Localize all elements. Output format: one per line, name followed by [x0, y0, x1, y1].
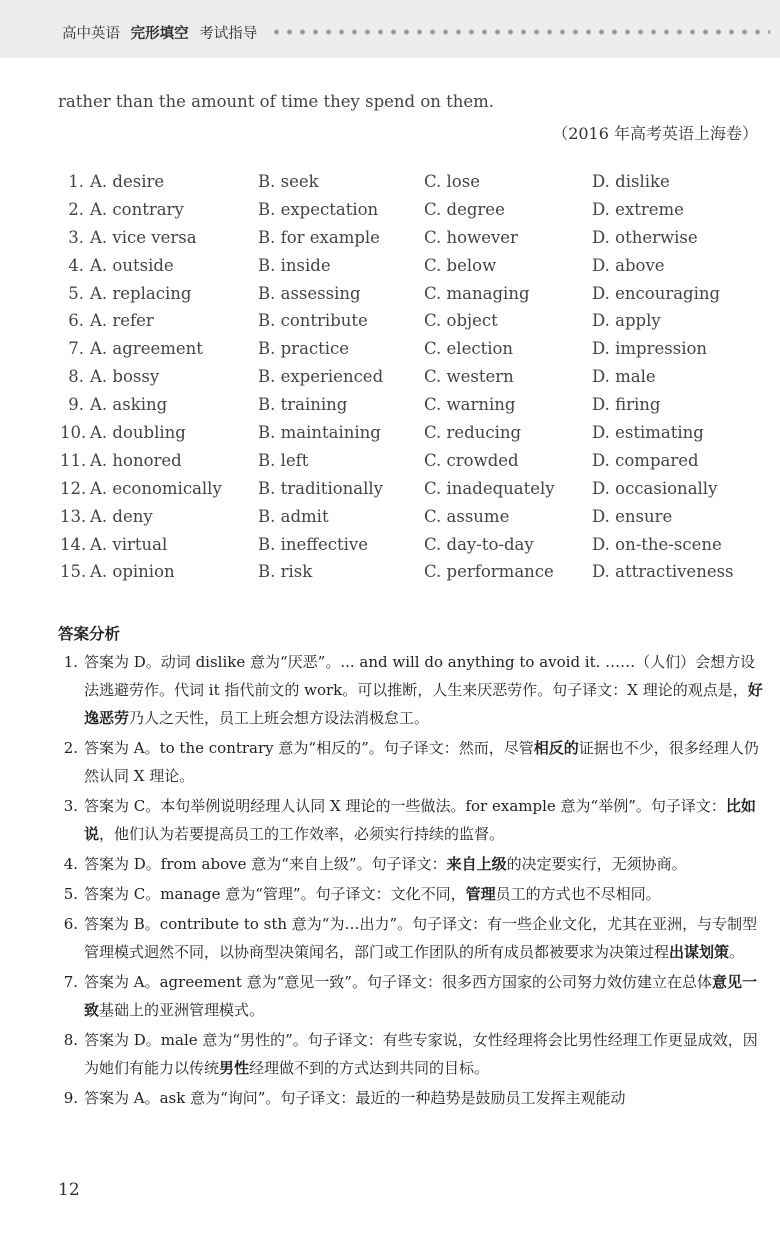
- option-b: B. experienced: [258, 367, 384, 387]
- option-row: [60, 479, 780, 507]
- option-d: D. attractiveness: [592, 562, 734, 582]
- answer-highlight: 男性: [219, 1059, 250, 1077]
- option-a: A. doubling: [90, 423, 186, 443]
- answer-number: 5.: [63, 885, 78, 903]
- option-c: C. election: [424, 339, 514, 359]
- answer-text: 答案为 C。本句举例说明经理人认同 X 理论的一些做法。for example 意为“举例”。句子译文：: [84, 797, 726, 815]
- answer-text-cont: 基础上的亚洲管理模式。: [99, 1001, 265, 1019]
- option-b: B. seek: [258, 172, 319, 191]
- option-row: [60, 562, 780, 590]
- answer-number: 8.: [63, 1031, 78, 1049]
- option-c: C. day-to-day: [424, 534, 534, 554]
- option-row: [60, 423, 780, 451]
- answer-number: 9.: [63, 1089, 78, 1107]
- option-row: [60, 535, 780, 563]
- question-number: 14.: [60, 534, 87, 554]
- answer-number: 4.: [63, 855, 78, 873]
- answer-text-cont: 。: [729, 943, 745, 961]
- option-c: C. western: [424, 367, 514, 387]
- option-a: A. virtual: [90, 534, 168, 554]
- option-row: [60, 311, 780, 339]
- answer-item: [58, 850, 770, 878]
- answer-highlight: 相反的: [533, 739, 579, 757]
- question-number: 12.: [60, 478, 87, 498]
- answer-highlight: 意见一致: [84, 973, 757, 1019]
- option-a: A. agreement: [90, 339, 203, 359]
- answer-text: 答案为 D。from above 意为“来自上级”。句子译文：: [84, 855, 447, 873]
- answer-item: [58, 968, 770, 1024]
- answer-item: [58, 734, 770, 790]
- answer-item: [58, 648, 770, 732]
- question-number: 2.: [68, 199, 84, 219]
- option-b: B. for example: [258, 227, 380, 247]
- answer-highlight: 好逸恶劳: [84, 681, 763, 727]
- option-a: A. deny: [90, 506, 153, 526]
- option-a: A. opinion: [90, 562, 175, 582]
- option-d: D. extreme: [592, 199, 684, 219]
- answer-text-cont: 员工的方式也不尽相同。: [495, 885, 661, 903]
- option-c: C. degree: [424, 199, 505, 219]
- page-number: 12: [58, 1180, 80, 1200]
- option-a: A. vice versa: [90, 227, 197, 247]
- passage-ending: rather than the amount of time they spend on them.: [58, 92, 495, 111]
- answer-text: 答案为 A。to the contrary 意为“相反的”。句子译文：然而，尽管: [84, 739, 534, 757]
- option-d: D. estimating: [592, 423, 704, 443]
- answer-text: 答案为 B。contribute to sth 意为“为…出力”。句子译文：有一些企业文化，尤其在亚洲，与专制型管理模式迥然不同，以协商型决策闻名，部门或工作团队的所有成员都被要求为决策过程: [84, 915, 758, 961]
- page-header: [0, 0, 780, 58]
- answer-number: 7.: [63, 973, 78, 991]
- option-c: C. warning: [424, 395, 516, 415]
- option-a: A. honored: [90, 450, 182, 470]
- option-a: A. replacing: [90, 283, 192, 303]
- question-number: 10.: [60, 423, 87, 443]
- option-b: B. assessing: [258, 283, 361, 303]
- option-b: B. maintaining: [258, 423, 381, 443]
- answer-item: [58, 792, 770, 848]
- option-b: B. expectation: [258, 199, 379, 219]
- option-d: D. dislike: [592, 172, 670, 191]
- option-a: A. contrary: [90, 199, 184, 219]
- option-row: [60, 284, 780, 312]
- answer-highlight: 来自上级: [446, 855, 507, 873]
- option-b: B. admit: [258, 506, 329, 526]
- answer-number: 1.: [63, 653, 78, 671]
- option-c: C. crowded: [424, 450, 519, 470]
- option-d: D. impression: [592, 339, 708, 359]
- answer-item: [58, 1026, 770, 1082]
- option-c: C. assume: [424, 506, 510, 526]
- option-d: D. above: [592, 255, 665, 275]
- question-number: 7.: [68, 339, 84, 359]
- options-list: [60, 172, 780, 590]
- option-row: [60, 451, 780, 479]
- option-a: A. desire: [90, 172, 165, 191]
- answer-text: 答案为 D。male 意为“男性的”。句子译文：有些专家说，女性经理将会比男性经理工作更显成效，因为她们有能力以传统: [84, 1031, 758, 1077]
- option-b: B. left: [258, 450, 309, 470]
- option-a: A. refer: [90, 311, 154, 331]
- option-row: [60, 339, 780, 367]
- answer-text-cont: 乃人之天性，员工上班会想方设法消极怠工。: [129, 709, 430, 727]
- question-number: 13.: [60, 506, 87, 526]
- answer-text: 答案为 A。ask 意为“询问”。句子译文：最近的一种趋势是鼓励员工发挥主观能动: [84, 1089, 626, 1107]
- answer-number: 2.: [63, 739, 78, 757]
- answer-text: 答案为 A。agreement 意为“意见一致”。句子译文：很多西方国家的公司努力效仿建立在总体: [84, 973, 712, 991]
- option-a: A. economically: [90, 478, 222, 498]
- option-d: D. compared: [592, 450, 699, 470]
- option-b: B. practice: [258, 339, 350, 359]
- header-book-title: 高中英语: [62, 26, 120, 42]
- answer-item: [58, 1084, 770, 1112]
- option-d: D. encouraging: [592, 283, 721, 303]
- answer-highlight: 管理: [465, 885, 496, 903]
- option-c: C. object: [424, 311, 498, 331]
- option-c: C. performance: [424, 562, 554, 582]
- header-dot-divider: [270, 29, 770, 35]
- option-a: A. asking: [90, 395, 168, 415]
- option-b: B. contribute: [258, 311, 368, 331]
- answer-text: 答案为 C。manage 意为“管理”。句子译文：文化不同，: [84, 885, 466, 903]
- option-row: [60, 367, 780, 395]
- option-b: B. risk: [258, 562, 313, 582]
- answer-text-cont: 的决定要实行，无须协商。: [506, 855, 687, 873]
- source-citation: （2016 年高考英语上海卷）: [552, 124, 758, 143]
- answer-item: [58, 910, 770, 966]
- option-d: D. firing: [592, 395, 661, 415]
- header-section-title: 完形填空: [130, 26, 189, 42]
- option-a: A. outside: [90, 255, 174, 275]
- option-b: B. ineffective: [258, 534, 369, 554]
- header-title: [62, 22, 257, 43]
- option-c: C. lose: [424, 172, 480, 191]
- question-number: 9.: [68, 395, 84, 415]
- option-row: [60, 395, 780, 423]
- option-a: A. bossy: [90, 367, 160, 387]
- option-c: C. below: [424, 255, 497, 275]
- answer-highlight: 比如说: [84, 797, 756, 843]
- question-number: 6.: [68, 311, 84, 331]
- answer-text-cont: ，他们认为若要提高员工的工作效率，必须实行持续的监督。: [99, 825, 505, 843]
- question-number: 1.: [68, 172, 84, 191]
- question-number: 8.: [68, 367, 84, 387]
- option-d: D. occasionally: [592, 478, 718, 498]
- answer-text-cont: 经理做不到的方式达到共同的目标。: [249, 1059, 490, 1077]
- option-c: C. managing: [424, 283, 530, 303]
- option-row: [60, 507, 780, 535]
- question-number: 3.: [68, 227, 84, 247]
- question-number: 11.: [60, 450, 87, 470]
- option-b: B. training: [258, 395, 348, 415]
- answers-list: [58, 648, 770, 1114]
- question-number: 15.: [60, 562, 87, 582]
- question-number: 4.: [68, 255, 84, 275]
- header-subtitle: 考试指导: [199, 26, 258, 42]
- question-number: 5.: [68, 283, 84, 303]
- option-row: [60, 172, 780, 200]
- option-b: B. inside: [258, 255, 331, 275]
- option-c: C. inadequately: [424, 478, 555, 498]
- option-d: D. ensure: [592, 506, 673, 526]
- answer-text: 答案为 D。动词 dislike 意为“厌恶”。... and will do anything to avoid it. ……（人们）会想方设法逃避劳作。代词 it 指代前文的 work。可以推断，人生来厌恶劳作。句子译文：X 理论的观点是，: [84, 653, 756, 699]
- answer-item: [58, 880, 770, 908]
- option-row: [60, 256, 780, 284]
- option-c: C. reducing: [424, 423, 522, 443]
- answers-heading: 答案分析: [58, 625, 121, 643]
- option-d: D. male: [592, 367, 656, 387]
- answer-text-cont: 证据也不少，很多经理人仍然认同 X 理论。: [84, 739, 759, 785]
- answer-highlight: 出谋划策: [669, 943, 730, 961]
- option-b: B. traditionally: [258, 478, 383, 498]
- option-d: D. on-the-scene: [592, 534, 722, 554]
- option-c: C. however: [424, 227, 518, 247]
- answer-number: 6.: [63, 915, 78, 933]
- option-row: [60, 228, 780, 256]
- answer-number: 3.: [63, 797, 78, 815]
- option-d: D. apply: [592, 311, 661, 331]
- option-d: D. otherwise: [592, 227, 698, 247]
- option-row: [60, 200, 780, 228]
